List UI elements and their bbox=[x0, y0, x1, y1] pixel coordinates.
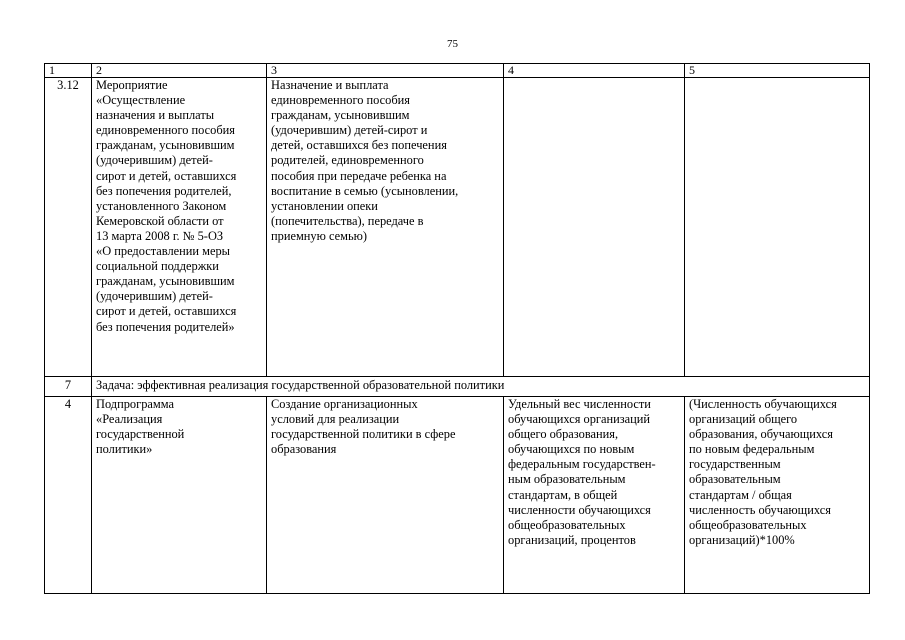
row-number: 3.12 bbox=[45, 78, 92, 377]
indicator-text: Удельный вес численности обучающихся организаций общего образования, обучающихся по новым федеральным государствен- ным образовательным стандартам, в общей численности обучающихся общеобразовательных организаций, процентов bbox=[508, 397, 656, 547]
activity-description-cell bbox=[267, 397, 504, 594]
column-header-2: 2 bbox=[92, 64, 267, 78]
formula-text: (Численность обучающихся организаций общего образования, обучающихся по новым федеральным государственным образовательным стандартам / общая численность обучающихся общеобразовательных организаций)*100% bbox=[689, 397, 837, 547]
activity-name-cell bbox=[92, 78, 267, 377]
column-header-5: 5 bbox=[685, 64, 870, 78]
activity-name-text: Подпрограмма «Реализация государственной политики» bbox=[96, 397, 185, 457]
activity-description-cell bbox=[267, 78, 504, 377]
activity-name-cell bbox=[92, 397, 267, 594]
activity-name-text: Мероприятие «Осуществление назначения и выплаты единовременного пособия гражданам, усыновившим (удочерившим) детей- сирот и детей, оставшихся без попечения родителей, установленного Законом Кемеровской области от 13 марта 2008 г. № 5-ОЗ «О предоставлении меры социальной поддержки гражданам, усыновившим (удочерившим) детей- сирот и детей, оставшихся без попечения родителей» bbox=[96, 78, 237, 334]
indicator-cell bbox=[504, 397, 685, 594]
program-table bbox=[44, 63, 870, 594]
table-row bbox=[45, 397, 870, 594]
task-cell: Задача: эффективная реализация государственной образовательной политики bbox=[92, 377, 870, 397]
formula-cell bbox=[685, 78, 870, 377]
task-row bbox=[45, 377, 870, 397]
column-header-3: 3 bbox=[267, 64, 504, 78]
activity-description-text: Назначение и выплата единовременного пособия гражданам, усыновившим (удочерившим) детей-сирот и детей, оставшихся без попечения родителей, единовременного пособия при передаче ребенка на воспитание в семью (усыновлении, установлении опеки (попечительства), передаче в приемную семью) bbox=[271, 78, 459, 243]
column-header-4: 4 bbox=[504, 64, 685, 78]
activity-description-text: Создание организационных условий для реализации государственной политики в сфере образования bbox=[271, 397, 456, 457]
row-number: 7 bbox=[45, 377, 92, 397]
table-row bbox=[45, 78, 870, 377]
page-number: 75 bbox=[447, 38, 458, 50]
row-number: 4 bbox=[45, 397, 92, 594]
column-header-1: 1 bbox=[45, 64, 92, 78]
formula-cell bbox=[685, 397, 870, 594]
indicator-cell bbox=[504, 78, 685, 377]
table-header-row bbox=[45, 64, 870, 78]
